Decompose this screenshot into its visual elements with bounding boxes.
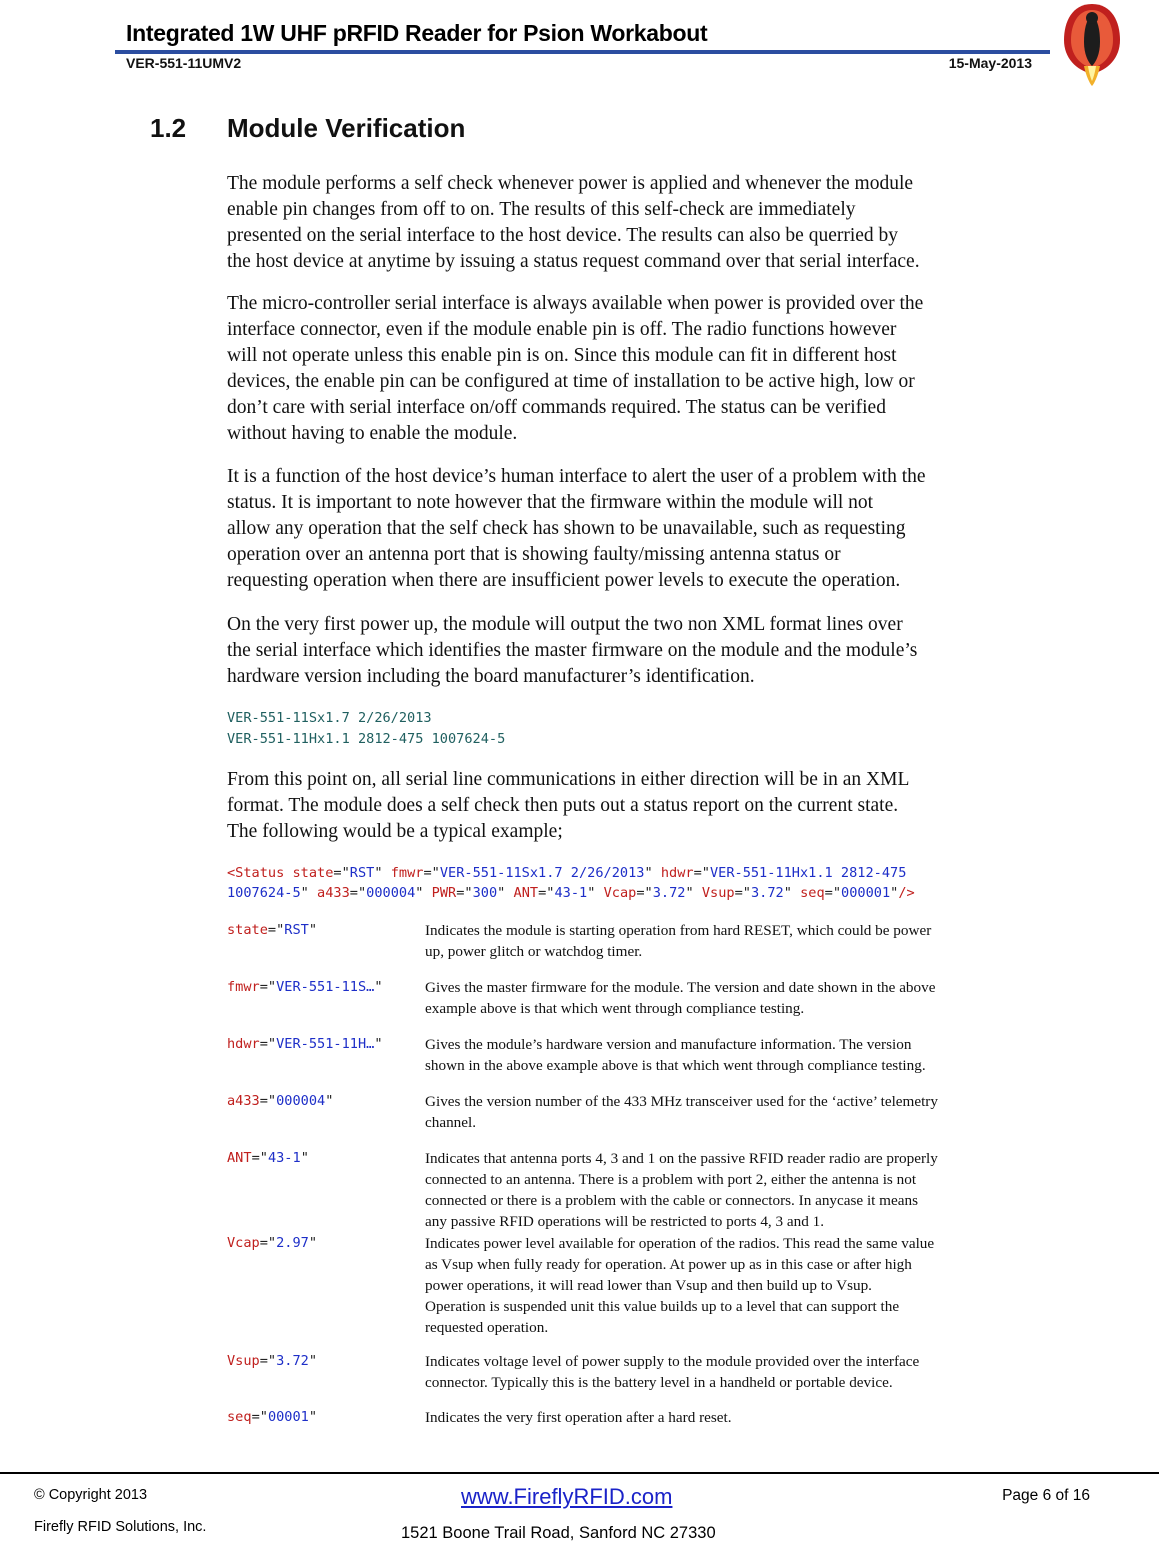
xml-token: /> bbox=[898, 885, 915, 901]
definition-desc: Gives the module’s hardware version and manufacture information. The version shown in the above example above is that which went through compliance testing. bbox=[425, 1036, 926, 1074]
text-line: On the very first power up, the module will output the two non XML format lines over bbox=[227, 614, 903, 635]
xml-example-line-2 bbox=[227, 883, 915, 903]
xml-token: =" bbox=[349, 885, 367, 901]
text-line: The module performs a self check whenever power is applied and whenever the module bbox=[227, 173, 914, 194]
xml-token: " bbox=[644, 865, 661, 881]
page-number: Page 6 of 16 bbox=[1002, 1487, 1090, 1504]
paragraph-5 bbox=[227, 767, 1057, 845]
paragraph-3 bbox=[227, 464, 1057, 594]
xml-token: =" bbox=[824, 885, 842, 901]
text-line: The micro-controller serial interface is always available when power is provided over the bbox=[227, 293, 924, 314]
section-title: Module Verification bbox=[227, 113, 466, 143]
text-line: status. It is important to note however that the firmware within the module will not bbox=[227, 492, 874, 513]
xml-token: 300 bbox=[472, 885, 498, 901]
version-line-firmware: VER-551-11Sx1.7 2/26/2013 bbox=[227, 710, 432, 726]
definition-desc: Indicates voltage level of power supply to the module provided over the interface connector. Typically this is the battery level in a handheld or portable device. bbox=[425, 1353, 920, 1391]
xml-token: =" bbox=[456, 885, 473, 901]
text-line: allow any operation that the self check has shown to be unavailable, such as requesting bbox=[227, 518, 906, 539]
xml-token: ANT bbox=[513, 885, 539, 901]
footer-rule bbox=[0, 1472, 1159, 1474]
xml-token: " bbox=[890, 885, 899, 901]
paragraph-4 bbox=[227, 612, 1057, 690]
xml-token: " bbox=[685, 885, 702, 901]
text-line: will not operate unless this enable pin is on. Since this module can fit in different host bbox=[227, 345, 897, 366]
paragraph-1 bbox=[227, 171, 1057, 275]
version-line-hardware: VER-551-11Hx1.1 2812-475 1007624-5 bbox=[227, 731, 506, 747]
xml-example-line-1 bbox=[227, 863, 906, 883]
header-rule bbox=[115, 50, 1050, 54]
xml-token: " bbox=[497, 885, 514, 901]
xml-token: " bbox=[783, 885, 801, 901]
definition-term: Vsup="3.72" bbox=[227, 1353, 318, 1369]
text-line: the host device at anytime by issuing a status request command over that serial interface. bbox=[227, 251, 920, 272]
document-date: 15-May-2013 bbox=[948, 55, 1032, 71]
xml-token: " bbox=[300, 885, 318, 901]
text-line: without having to enable the module. bbox=[227, 423, 518, 444]
definition-desc: Indicates that antenna ports 4, 3 and 1 on the passive RFID reader radio are properly connected to an antenna. There is a problem with port 2, either the antenna is not connected or there is a problem with the cable or connectors. In anycase it means any passive RFID operations will be restricted to ports 4, 3 and 1. bbox=[425, 1150, 938, 1230]
text-line: the serial interface which identifies the master firmware on the module and the module’s bbox=[227, 640, 918, 661]
text-line: operation over an antenna port that is showing faulty/missing antenna status or bbox=[227, 544, 841, 565]
section-heading bbox=[150, 113, 465, 144]
definition-term: a433="000004" bbox=[227, 1093, 334, 1109]
xml-token: state bbox=[292, 865, 334, 881]
xml-token: =" bbox=[734, 885, 751, 901]
definition-term: seq="00001" bbox=[227, 1409, 318, 1425]
xml-token: Vsup bbox=[701, 885, 735, 901]
text-line: interface connector, even if the module enable pin is off. The radio functions however bbox=[227, 319, 897, 340]
xml-token: 3.72 bbox=[652, 885, 686, 901]
definition-term: fmwr="VER-551-11S…" bbox=[227, 979, 383, 995]
footer-copyright: © Copyright 2013 bbox=[34, 1487, 148, 1503]
xml-token: VER-551-11Hx1.1 2812-475 bbox=[709, 865, 907, 881]
xml-token: PWR bbox=[431, 885, 457, 901]
text-line: From this point on, all serial line communications in either direction will be in an XML bbox=[227, 769, 910, 790]
definition-desc: Indicates the very first operation after a hard reset. bbox=[425, 1409, 732, 1426]
xml-token: =" bbox=[538, 885, 555, 901]
xml-token: " bbox=[587, 885, 604, 901]
text-line: devices, the enable pin can be configured at time of installation to be active high, low or bbox=[227, 371, 915, 392]
xml-token: RST bbox=[349, 865, 375, 881]
xml-token: " bbox=[415, 885, 432, 901]
footer-website-link[interactable]: www.FireflyRFID.com bbox=[461, 1484, 673, 1509]
xml-token: seq bbox=[800, 885, 825, 901]
text-line: enable pin changes from off to on. The results of this self-check are immediately bbox=[227, 199, 856, 220]
footer-company: Firefly RFID Solutions, Inc. bbox=[34, 1519, 207, 1535]
definition-desc: Indicates power level available for operation of the radios. This read the same value as Vsup when fully ready for operation. At power up as in this case or after high power operations, it will read lower than Vsup and then build up to Vsup. Operation is suspended unit this value builds up to a level that can support the requested operation. bbox=[425, 1235, 935, 1336]
xml-token: fmwr bbox=[390, 865, 424, 881]
definition-term: Vcap="2.97" bbox=[227, 1235, 318, 1251]
text-line: The following would be a typical example; bbox=[227, 821, 563, 842]
xml-token: =" bbox=[636, 885, 653, 901]
xml-token: 3.72 bbox=[750, 885, 784, 901]
text-line: presented on the serial interface to the host device. The results can also be querried by bbox=[227, 225, 899, 246]
xml-token: VER-551-11Sx1.7 2/26/2013 bbox=[439, 865, 645, 881]
xml-token: 000001 bbox=[841, 885, 891, 901]
xml-token: =" bbox=[333, 865, 350, 881]
xml-token: hdwr bbox=[660, 865, 694, 881]
xml-token: =" bbox=[693, 865, 710, 881]
xml-token: =" bbox=[423, 865, 440, 881]
text-line: format. The module does a self check then puts out a status report on the current state. bbox=[227, 795, 899, 816]
definition-desc: Gives the version number of the 433 MHz transceiver used for the ‘active’ telemetry channel. bbox=[425, 1093, 938, 1131]
text-line: It is a function of the host device’s human interface to alert the user of a problem with the bbox=[227, 466, 926, 487]
xml-token: 43-1 bbox=[554, 885, 588, 901]
text-line: requesting operation when there are insufficient power levels to execute the operation. bbox=[227, 570, 901, 591]
xml-token: 000004 bbox=[366, 885, 416, 901]
paragraph-2 bbox=[227, 291, 1057, 447]
xml-token: Vcap bbox=[603, 885, 637, 901]
definition-term: hdwr="VER-551-11H…" bbox=[227, 1036, 383, 1052]
text-line: don’t care with serial interface on/off commands required. The status can be verified bbox=[227, 397, 886, 418]
definition-term: state="RST" bbox=[227, 922, 318, 938]
firefly-logo-icon bbox=[1060, 0, 1124, 88]
definition-term: ANT="43-1" bbox=[227, 1150, 309, 1166]
document-title: Integrated 1W UHF pRFID Reader for Psion Workabout bbox=[126, 20, 708, 46]
document-id: VER-551-11UMV2 bbox=[126, 55, 242, 71]
xml-token: " bbox=[374, 865, 391, 881]
text-line: hardware version including the board manufacturer’s identification. bbox=[227, 666, 755, 687]
xml-token: <Status bbox=[227, 865, 293, 881]
definition-desc: Indicates the module is starting operation from hard RESET, which could be power up, power glitch or watchdog timer. bbox=[425, 922, 932, 960]
section-number: 1.2 bbox=[150, 113, 187, 143]
xml-token: 1007624-5 bbox=[227, 885, 301, 901]
definition-desc: Gives the master firmware for the module. The version and date shown in the above example above is that which went through compliance testing. bbox=[425, 979, 936, 1017]
footer-address: 1521 Boone Trail Road, Sanford NC 27330 bbox=[401, 1524, 716, 1542]
xml-token: a433 bbox=[317, 885, 350, 901]
